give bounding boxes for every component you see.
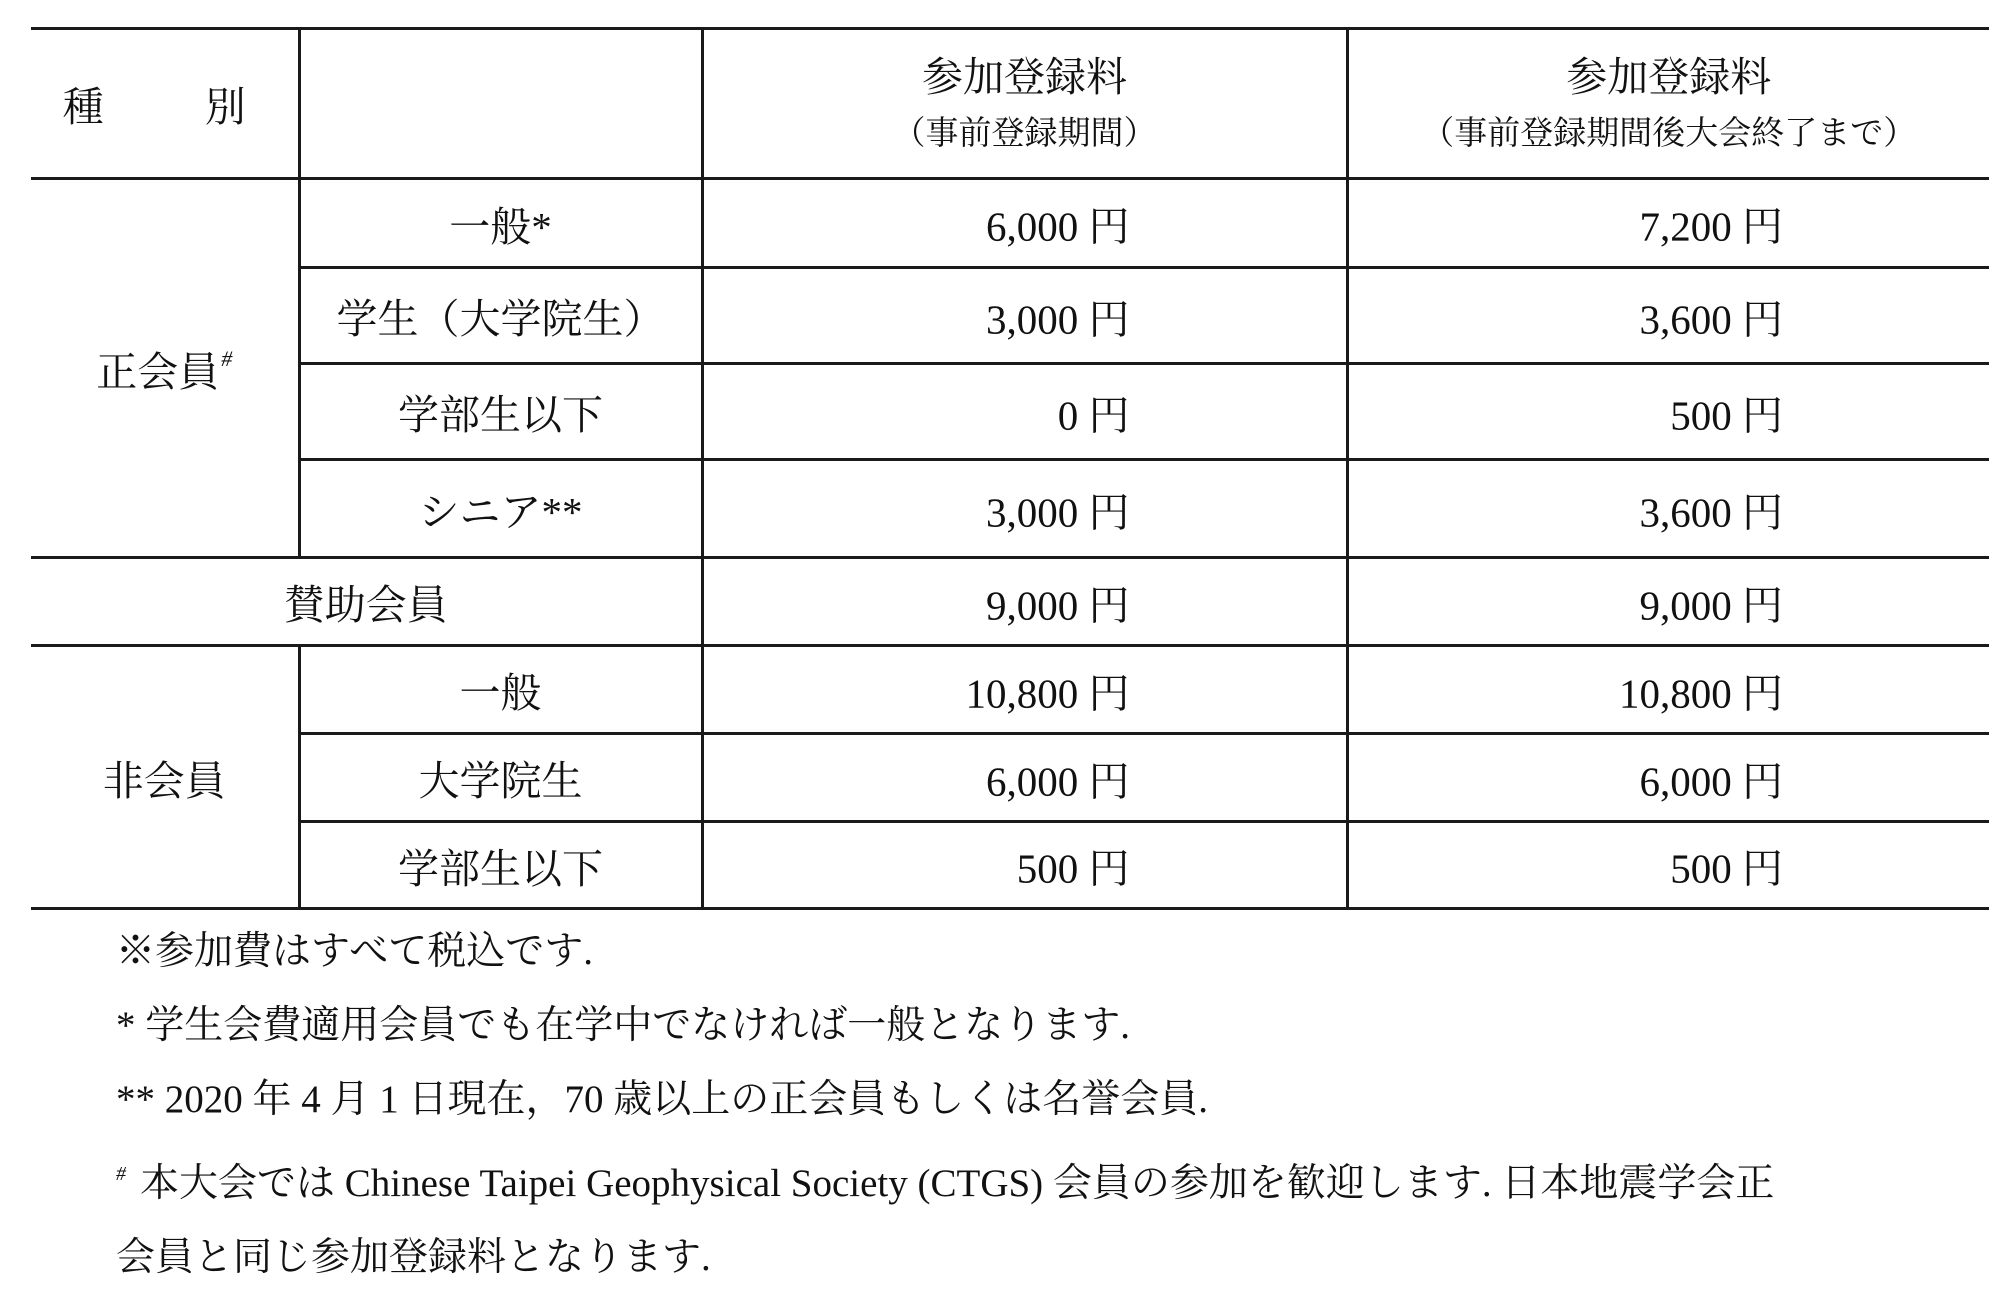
- fee-post-cell: 7,200 円: [1347, 179, 1989, 268]
- table-row: [31, 558, 1989, 646]
- fee-pre-cell: 10,800 円: [702, 646, 1347, 734]
- fee-post-cell: 10,800 円: [1347, 646, 1989, 734]
- group-non-member: 非会員: [31, 646, 299, 909]
- note-ctgs: [116, 1137, 1976, 1221]
- fee-post-cell: 3,600 円: [1347, 268, 1989, 364]
- footnote-hash-mark: #: [221, 345, 233, 371]
- fee-post-cell: 500 円: [1347, 822, 1989, 909]
- note-tax-included: ※参加費はすべて税込です.: [116, 930, 593, 973]
- table-row: [31, 268, 1989, 364]
- header-fee-pre: [702, 29, 1347, 179]
- note-student-general: * 学生会費適用会員でも在学中でなければ一般となります.: [116, 1004, 1131, 1047]
- fee-post-cell: 500 円: [1347, 364, 1989, 460]
- fee-pre-cell: 6,000 円: [702, 179, 1347, 268]
- category-cell: 学生（大学院生）: [299, 268, 702, 364]
- header-fee-post: [1347, 29, 1989, 179]
- group-supporting-member: 賛助会員: [31, 558, 702, 646]
- fee-post-cell: 6,000 円: [1347, 734, 1989, 822]
- header-fee-post-sub: （事前登録期間後大会終了まで）: [1421, 115, 1917, 152]
- header-fee-pre-sub: （事前登録期間）: [892, 115, 1157, 152]
- header-fee-post-title: 参加登録料: [1566, 53, 1772, 100]
- header-fee-pre-title: 参加登録料: [922, 53, 1127, 100]
- fee-pre-cell: 3,000 円: [702, 268, 1347, 364]
- fee-pre-cell: 3,000 円: [702, 460, 1347, 558]
- footnotes: [116, 915, 1976, 1295]
- category-cell: 一般*: [299, 179, 702, 268]
- fee-pre-cell: 0 円: [702, 364, 1347, 460]
- table-header-row: [31, 29, 1989, 179]
- table-row: [31, 734, 1989, 822]
- footnote-hash-symbol: #: [116, 1163, 126, 1185]
- registration-fee-table: [31, 27, 1989, 910]
- table-row: [31, 179, 1989, 268]
- table-row: [31, 364, 1989, 460]
- group-regular-member: 正会員#: [31, 179, 299, 558]
- fee-pre-cell: 6,000 円: [702, 734, 1347, 822]
- fee-pre-cell: 500 円: [702, 822, 1347, 909]
- category-cell: 一般: [299, 646, 702, 734]
- category-cell: 学部生以下: [299, 822, 702, 909]
- header-empty: [299, 29, 702, 179]
- note-ctgs-continued: 会員と同じ参加登録料となります.: [116, 1236, 711, 1279]
- fee-post-cell: 9,000 円: [1347, 558, 1989, 646]
- note-ctgs-line1: 本大会では Chinese Taipei Geophysical Society (CTGS) 会員の参加を歓迎します. 日本地震学会正: [140, 1162, 1775, 1205]
- fee-pre-cell: 9,000 円: [702, 558, 1347, 646]
- category-cell: 学部生以下: [299, 364, 702, 460]
- fee-post-cell: 3,600 円: [1347, 460, 1989, 558]
- table-row: [31, 646, 1989, 734]
- category-cell: シニア**: [299, 460, 702, 558]
- note-senior: ** 2020 年 4 月 1 日現在，70 歳以上の正会員もしくは名誉会員.: [116, 1078, 1209, 1121]
- table-row: [31, 460, 1989, 558]
- table-row: [31, 822, 1989, 909]
- category-cell: 大学院生: [299, 734, 702, 822]
- header-kind: 種 別: [31, 29, 299, 179]
